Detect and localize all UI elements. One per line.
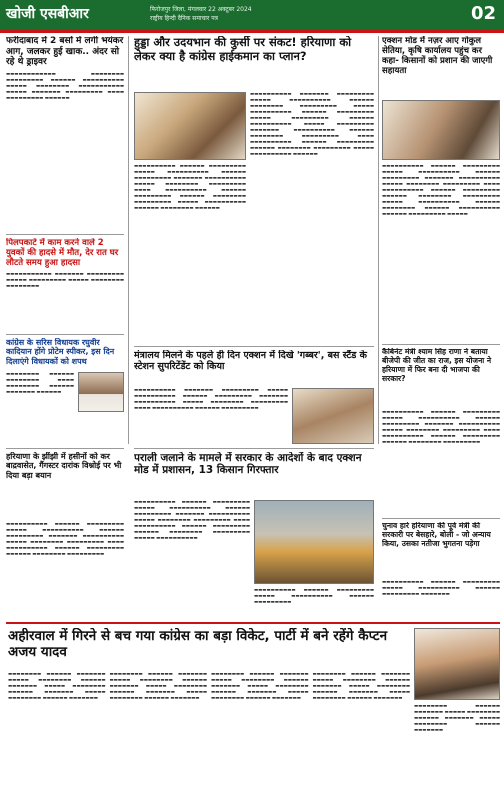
story-divider xyxy=(382,518,500,519)
article-body: ▬▬▬▬▬▬▬▬▬▬ ▬▬▬▬▬▬ ▬▬▬▬▬▬▬▬▬ ▬▬▬▬▬ ▬▬▬▬▬▬▬▬▬▬ ▬▬▬▬▬▬ ▬▬▬▬▬▬▬▬▬ ▬▬▬▬▬▬▬ xyxy=(382,580,500,597)
mla-photo xyxy=(78,372,124,412)
article-body: ▬▬▬▬▬▬▬▬▬▬ ▬▬▬▬▬▬▬ ▬▬▬▬▬▬▬▬▬ ▬▬▬▬▬ ▬▬▬▬▬▬▬▬▬▬ ▬▬▬▬▬▬ ▬▬▬▬▬▬▬▬ ▬▬▬▬▬▬▬▬▬ ▬▬▬▬▬ ▬▬▬▬▬▬▬▬▬▬ ▬▬▬▬▬▬ ▬▬▬▬▬▬▬▬▬ ▬▬▬▬▬ ▬▬▬▬▬▬▬▬▬ ▬▬▬▬▬▬ ▬▬▬▬▬▬▬▬▬▬ ▬▬▬▬▬ ▬▬▬▬▬▬▬▬▬ ▬▬▬▬▬▬▬ ▬▬▬▬▬▬▬▬▬▬ ▬▬▬▬▬▬ ▬▬▬▬▬▬▬▬ ▬▬▬▬▬▬▬▬▬ ▬▬▬▬ ▬▬▬▬▬▬▬▬▬▬ ▬▬▬▬▬▬ ▬▬▬▬▬▬▬▬▬ ▬▬▬▬▬▬ ▬▬▬▬▬▬▬▬ ▬▬▬▬▬▬▬▬▬ ▬▬▬▬▬ ▬▬▬▬▬▬▬▬▬▬ ▬▬▬▬▬▬ xyxy=(250,92,374,157)
headline: पराली जलाने के मामले में सरकार के आदेशों के बाद एक्शन मोड में प्रशासन, 13 किसान गिरफ्तार xyxy=(134,452,362,477)
masthead-rule xyxy=(0,30,504,33)
headline: हुड्डा और उदयभान की कुर्सी पर संकट! हरियाणा को लेकर क्या है कांग्रेस हाईकमान का प्लान? xyxy=(134,36,352,63)
edition-tagline: राष्ट्रीय हिन्दी दैनिक समाचार पत्र xyxy=(150,15,218,22)
page-number: 02 xyxy=(470,3,496,24)
article-body: ▬▬▬▬▬▬▬▬▬▬ ▬▬▬▬▬▬ ▬▬▬▬▬▬▬▬▬ ▬▬▬▬▬ ▬▬▬▬▬▬▬▬▬▬ ▬▬▬▬▬▬ ▬▬▬▬▬▬▬▬▬ ▬▬▬▬▬▬▬ ▬▬▬▬▬▬▬▬▬▬ ▬▬▬▬▬ ▬▬▬▬▬▬▬▬ ▬▬▬▬▬▬▬▬▬ ▬▬▬▬ ▬▬▬▬▬▬▬▬▬▬ ▬▬▬▬▬▬ ▬▬▬▬▬▬▬▬▬ ▬▬▬▬▬▬ ▬▬▬▬▬▬▬▬ ▬▬▬▬▬▬▬▬▬ ▬▬▬▬▬ ▬▬▬▬▬▬▬▬▬▬ xyxy=(134,500,250,541)
bottom-article-columns xyxy=(8,672,410,776)
story-left-mid3 xyxy=(6,452,124,518)
officials-photo xyxy=(382,100,500,160)
story-center-lower xyxy=(134,452,374,496)
edition-date: फिरोजपुर जिला, मंगलवार 22 अक्टूबर 2024 xyxy=(150,6,252,13)
masthead xyxy=(0,0,504,30)
article-body: ▬▬▬▬▬▬▬▬▬▬▬ ▬▬▬▬▬▬▬ ▬▬▬▬▬▬▬▬▬ ▬▬▬▬▬ ▬▬▬▬▬▬▬▬▬ ▬▬▬▬▬ ▬▬▬▬▬▬▬▬ ▬▬▬▬▬▬▬▬ xyxy=(6,272,124,290)
article-body: ▬▬▬▬▬▬▬▬▬▬ ▬▬▬▬▬▬ ▬▬▬▬▬▬▬▬▬ ▬▬▬▬▬ ▬▬▬▬▬▬▬▬▬▬ ▬▬▬▬▬▬ ▬▬▬▬▬▬▬▬▬ ▬▬▬▬▬▬▬ ▬▬▬▬▬▬▬▬▬▬ ▬▬▬▬▬ ▬▬▬▬▬▬▬▬ ▬▬▬▬▬▬▬▬▬ ▬▬▬▬ ▬▬▬▬▬▬▬▬▬▬ ▬▬▬▬▬▬ ▬▬▬▬▬▬▬▬▬ ▬▬▬▬▬▬ ▬▬▬▬▬▬▬▬ ▬▬▬▬▬▬▬▬▬ ▬▬▬▬▬ ▬▬▬▬▬▬▬▬▬▬ ▬▬▬▬▬▬ ▬▬▬▬▬▬▬▬ ▬▬▬▬▬▬ ▬▬▬▬▬▬▬▬▬▬ ▬▬▬▬▬▬ ▬▬▬▬▬▬▬▬▬ ▬▬▬▬▬ xyxy=(382,164,500,217)
article-body: ▬▬▬▬▬▬▬▬▬▬▬▬ ▬▬▬▬▬▬▬▬ ▬▬▬▬▬▬▬▬▬ ▬▬▬▬▬▬ ▬▬▬▬▬▬▬▬▬▬ ▬▬▬▬▬ ▬▬▬▬▬▬▬▬ ▬▬▬▬▬▬▬▬▬▬▬ ▬▬▬▬▬ ▬▬▬▬▬▬▬ ▬▬▬▬▬▬▬▬▬ ▬▬▬▬ ▬▬▬▬▬▬▬▬▬ ▬▬▬▬▬▬ xyxy=(6,71,124,101)
minister-photo xyxy=(292,388,374,444)
article-body: ▬▬▬▬▬▬▬▬ ▬▬▬▬▬▬ ▬▬▬▬▬▬▬ ▬▬▬▬▬ ▬▬▬▬▬▬▬▬ ▬▬▬▬▬▬ ▬▬▬▬▬▬▬ ▬▬▬▬▬ ▬▬▬▬▬▬▬▬ ▬▬▬▬▬▬ ▬▬▬▬▬▬▬ ▬▬▬▬▬ ▬▬▬▬▬▬▬▬ ▬▬▬▬▬▬ ▬▬▬▬▬▬▬ xyxy=(211,672,309,701)
story-right-lower xyxy=(382,522,500,576)
story-left-top xyxy=(6,36,124,136)
headline: अहीरवाल में गिरने से बच गया कांग्रेस का बड़ा विकेट, पार्टी में बने रहेंगे कैप्टन अजय यादव xyxy=(8,628,388,661)
headline: कांग्रेस के सरिस विधायक रघुवीर कादियान होंगे प्रोटेम स्पीकर, इस दिन दिलाएंगे विधायकों को शपथ xyxy=(6,338,115,366)
story-divider xyxy=(6,234,124,235)
headline: कैबिनेट मंत्री श्याम सिंह राणा ने बताया बीजेपी की जीत का राज, इस योजना ने हरियाणा में फिर बना दी भाजपा की सरकार? xyxy=(382,348,492,383)
captain-photo xyxy=(414,628,500,700)
headline: एक्शन मोड में नज़र आए गोकुल सेतिया, कृषि कार्यालय पहुंच कर कहा- किसानों को प्रशान की जाएगी सहायता xyxy=(382,36,493,77)
story-right-top xyxy=(382,36,500,96)
masthead-meta xyxy=(150,5,252,23)
story-right-mid xyxy=(382,348,500,406)
article-body: ▬▬▬▬▬▬▬▬▬▬ ▬▬▬▬▬▬▬ ▬▬▬▬▬▬▬▬▬ ▬▬▬▬▬ ▬▬▬▬▬▬▬▬▬▬ ▬▬▬▬▬▬ ▬▬▬▬▬▬▬▬▬ ▬▬▬▬▬▬▬ ▬▬▬▬▬▬▬▬▬▬ ▬▬▬▬▬ ▬▬▬▬▬▬▬▬ ▬▬▬▬▬▬▬▬▬ ▬▬▬▬ ▬▬▬▬▬▬▬▬▬▬ ▬▬▬▬▬▬ ▬▬▬▬▬▬▬▬▬ xyxy=(134,388,288,411)
story-left-mid1 xyxy=(6,238,124,318)
story-bottom-banner xyxy=(8,628,408,668)
column-divider xyxy=(128,36,129,444)
article-body: ▬▬▬▬▬▬▬▬ ▬▬▬▬▬▬ ▬▬▬▬▬▬▬ ▬▬▬▬▬ ▬▬▬▬▬▬▬▬ ▬▬▬▬▬▬ ▬▬▬▬▬▬▬ ▬▬▬▬▬ ▬▬▬▬▬▬▬▬ ▬▬▬▬▬▬ ▬▬▬▬▬▬▬ ▬▬▬▬▬ ▬▬▬▬▬▬▬▬ ▬▬▬▬▬▬ ▬▬▬▬▬▬▬ xyxy=(109,672,207,701)
story-divider xyxy=(6,334,124,335)
story-center-top xyxy=(134,36,374,88)
section-rule xyxy=(6,622,500,624)
article-body: ▬▬▬▬▬▬▬▬ ▬▬▬▬▬▬ ▬▬▬▬▬▬▬▬ ▬▬▬▬ ▬▬▬▬▬▬▬▬ ▬▬▬▬▬▬ ▬▬▬▬▬▬▬ ▬▬▬▬▬▬ xyxy=(6,372,74,395)
article-body: ▬▬▬▬▬▬▬▬▬▬ ▬▬▬▬▬▬ ▬▬▬▬▬▬▬▬▬ ▬▬▬▬▬ ▬▬▬▬▬▬▬▬▬▬ ▬▬▬▬▬▬ ▬▬▬▬▬▬▬▬▬ ▬▬▬▬▬▬▬ ▬▬▬▬▬▬▬▬▬▬ ▬▬▬▬▬ ▬▬▬▬▬▬▬▬ ▬▬▬▬▬▬▬▬▬ ▬▬▬▬ ▬▬▬▬▬▬▬▬▬▬ ▬▬▬▬▬▬ ▬▬▬▬▬▬▬▬▬ ▬▬▬▬▬▬ ▬▬▬▬▬▬▬▬ ▬▬▬▬▬▬▬▬▬ xyxy=(6,522,124,557)
newspaper-brand: खोजी एसबीआर xyxy=(6,6,89,22)
story-divider xyxy=(134,346,374,347)
story-center-mid xyxy=(134,350,374,384)
article-body: ▬▬▬▬▬▬▬▬▬▬ ▬▬▬▬▬▬ ▬▬▬▬▬▬▬▬▬ ▬▬▬▬▬ ▬▬▬▬▬▬▬▬▬▬ ▬▬▬▬▬▬ ▬▬▬▬▬▬▬▬▬ ▬▬▬▬▬▬▬ ▬▬▬▬▬▬▬▬▬▬ ▬▬▬▬▬ ▬▬▬▬▬▬▬▬ ▬▬▬▬▬▬▬▬▬ ▬▬▬▬ ▬▬▬▬▬▬▬▬▬▬ ▬▬▬▬▬▬ ▬▬▬▬▬▬▬▬▬ ▬▬▬▬▬▬ ▬▬▬▬▬▬▬▬ ▬▬▬▬▬▬▬▬▬ xyxy=(382,410,500,445)
stubble-fire-photo xyxy=(254,500,374,584)
article-body: ▬▬▬▬▬▬▬▬▬▬ ▬▬▬▬▬▬ ▬▬▬▬▬▬▬▬▬ ▬▬▬▬▬ ▬▬▬▬▬▬▬▬▬▬ ▬▬▬▬▬▬ ▬▬▬▬▬▬▬▬▬ ▬▬▬▬▬▬▬ ▬▬▬▬▬▬▬▬▬▬ ▬▬▬▬▬ ▬▬▬▬▬▬▬▬ ▬▬▬▬▬▬▬▬▬ ▬▬▬▬ ▬▬▬▬▬▬▬▬▬▬ ▬▬▬▬▬▬ ▬▬▬▬▬▬▬▬▬ ▬▬▬▬▬▬ ▬▬▬▬▬▬▬▬ ▬▬▬▬▬▬▬▬▬ ▬▬▬▬▬ ▬▬▬▬▬▬▬▬▬▬ ▬▬▬▬▬▬ ▬▬▬▬▬▬▬▬ ▬▬▬▬▬▬ xyxy=(134,164,246,211)
story-divider xyxy=(134,448,374,449)
story-divider xyxy=(6,448,124,449)
article-body: ▬▬▬▬▬▬▬▬ ▬▬▬▬▬▬ ▬▬▬▬▬▬▬ ▬▬▬▬▬ ▬▬▬▬▬▬▬▬ ▬▬▬▬▬▬ ▬▬▬▬▬▬▬ ▬▬▬▬▬ ▬▬▬▬▬▬▬▬ ▬▬▬▬▬▬ ▬▬▬▬▬▬▬ ▬▬▬▬▬ ▬▬▬▬▬▬▬▬ ▬▬▬▬▬▬ ▬▬▬▬▬▬▬ xyxy=(312,672,410,701)
column-divider xyxy=(378,36,379,444)
headline: फरीदाबाद में 2 बसों में लगी भयंकर आग, जलकर हुई खाक.. अंदर सो रहे थे ड्राइवर xyxy=(6,36,124,68)
headline: चुनाव हारे हरियाणा की पूर्व मंत्री की सरकारी पर बेसहारे, बोली - जो अन्याय किया, उसका नतीजा भुगतना पड़ेगा xyxy=(382,522,491,548)
article-body: ▬▬▬▬▬▬▬▬ ▬▬▬▬▬▬ ▬▬▬▬▬▬▬ ▬▬▬▬▬ ▬▬▬▬▬▬▬▬ ▬▬▬▬▬▬ ▬▬▬▬▬▬▬ ▬▬▬▬▬ ▬▬▬▬▬▬▬▬ ▬▬▬▬▬▬ ▬▬▬▬▬▬▬ xyxy=(414,704,500,733)
headline: हरियाणा के झींझी में हसीनों को कर बाद्रवासेत, गैंगस्टर दारांक विश्नोई पर भी दिया बड़ा बयान xyxy=(6,452,122,480)
headline: पिलपकाटे में काम करने वाले 2 युवकों की हादसे में मौत, देर रात घर लौटते समय हुआ हादसा xyxy=(6,238,119,269)
leaders-photo xyxy=(134,92,246,160)
article-body: ▬▬▬▬▬▬▬▬▬▬ ▬▬▬▬▬▬ ▬▬▬▬▬▬▬▬▬ ▬▬▬▬▬ ▬▬▬▬▬▬▬▬▬▬ ▬▬▬▬▬▬ ▬▬▬▬▬▬▬▬▬ xyxy=(254,588,374,605)
article-body: ▬▬▬▬▬▬▬▬ ▬▬▬▬▬▬ ▬▬▬▬▬▬▬ ▬▬▬▬▬ ▬▬▬▬▬▬▬▬ ▬▬▬▬▬▬ ▬▬▬▬▬▬▬ ▬▬▬▬▬ ▬▬▬▬▬▬▬▬ ▬▬▬▬▬▬ ▬▬▬▬▬▬▬ ▬▬▬▬▬ ▬▬▬▬▬▬▬▬ ▬▬▬▬▬▬ ▬▬▬▬▬▬▬ xyxy=(8,672,106,701)
story-divider xyxy=(382,344,500,345)
headline: मंत्रालय मिलने के पहले ही दिन एक्शन में दिखे 'गब्बर', बस स्टैंड के स्टेशन सुपरिटेंडेंट को किया xyxy=(134,350,367,373)
